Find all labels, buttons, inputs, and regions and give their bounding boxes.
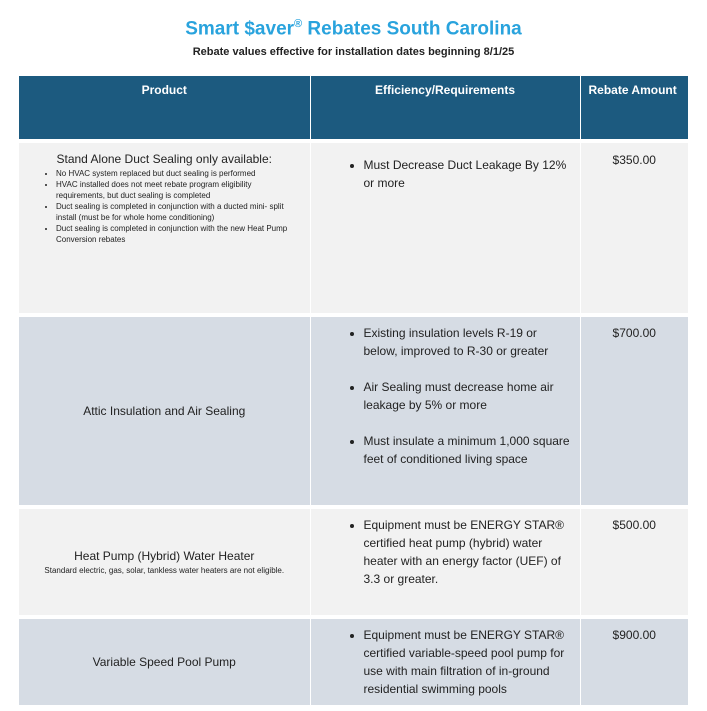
rebate-amount: $500.00	[580, 509, 688, 615]
list-item: • No HVAC system replaced but duct sealing is performed	[56, 168, 299, 179]
list-item: • Must Decrease Duct Leakage By 12% or more	[364, 156, 573, 192]
list-item: • Existing insulation levels R-19 or below, improved to R-30 or greater	[364, 324, 573, 360]
requirements-cell	[310, 143, 580, 313]
rebate-amount: $900.00	[580, 619, 688, 705]
product-name: Variable Speed Pool Pump	[92, 655, 236, 669]
product-note: Standard electric, gas, solar, tankless water heaters are not eligible.	[44, 565, 285, 575]
list-item: • Air Sealing must decrease home air leakage by 5% or more	[364, 378, 573, 414]
table-row	[19, 143, 688, 313]
list-item: • Duct sealing is completed in conjunction with the new Heat Pump Conversion rebates	[56, 223, 299, 245]
product-cell	[19, 143, 310, 313]
list-item: • Equipment must be ENERGY STAR® certified heat pump (hybrid) water heater with an energy factor (UEF) of 3.3 or greater.	[364, 516, 573, 588]
page-title: Smart $aver® Rebates South Carolina	[185, 18, 522, 40]
column-header-requirements: Efficiency/Requirements	[310, 76, 580, 139]
table-row	[19, 317, 688, 505]
product-cell	[19, 317, 310, 505]
list-item: • Equipment must be ENERGY STAR® certified variable-speed pool pump for use with main filtration of in-ground residential swimming pools	[364, 626, 573, 698]
column-header-product: Product	[19, 76, 310, 139]
list-item: • HVAC installed does not meet rebate program eligibility requirements, but duct sealing is completed	[56, 179, 299, 201]
product-name: Stand Alone Duct Sealing only available:	[56, 152, 272, 166]
requirements-cell	[310, 317, 580, 505]
product-name: Heat Pump (Hybrid) Water Heater	[74, 548, 255, 563]
product-name: Attic Insulation and Air Sealing	[83, 404, 246, 418]
rebate-amount: $350.00	[580, 143, 688, 313]
table-row	[19, 619, 688, 705]
product-notes-list	[34, 168, 299, 245]
requirements-list	[312, 156, 579, 192]
table-row	[19, 509, 688, 615]
column-header-rebate-amount: Rebate Amount	[580, 76, 688, 139]
page-subtitle: Rebate values effective for installation dates beginning 8/1/25	[192, 46, 515, 58]
requirements-cell	[310, 509, 580, 615]
list-item: • Must insulate a minimum 1,000 square feet of conditioned living space	[364, 432, 573, 468]
requirements-cell	[310, 619, 580, 705]
product-cell	[19, 619, 310, 705]
requirements-list	[312, 516, 579, 588]
product-cell	[19, 509, 310, 615]
table-header-row	[19, 76, 688, 139]
requirements-list	[312, 626, 579, 698]
rebate-table	[19, 76, 688, 705]
requirements-list	[312, 324, 579, 468]
rebate-amount: $700.00	[580, 317, 688, 505]
list-item: • Duct sealing is completed in conjunction with a ducted mini- split install (must be for whole home conditioning)	[56, 201, 299, 223]
